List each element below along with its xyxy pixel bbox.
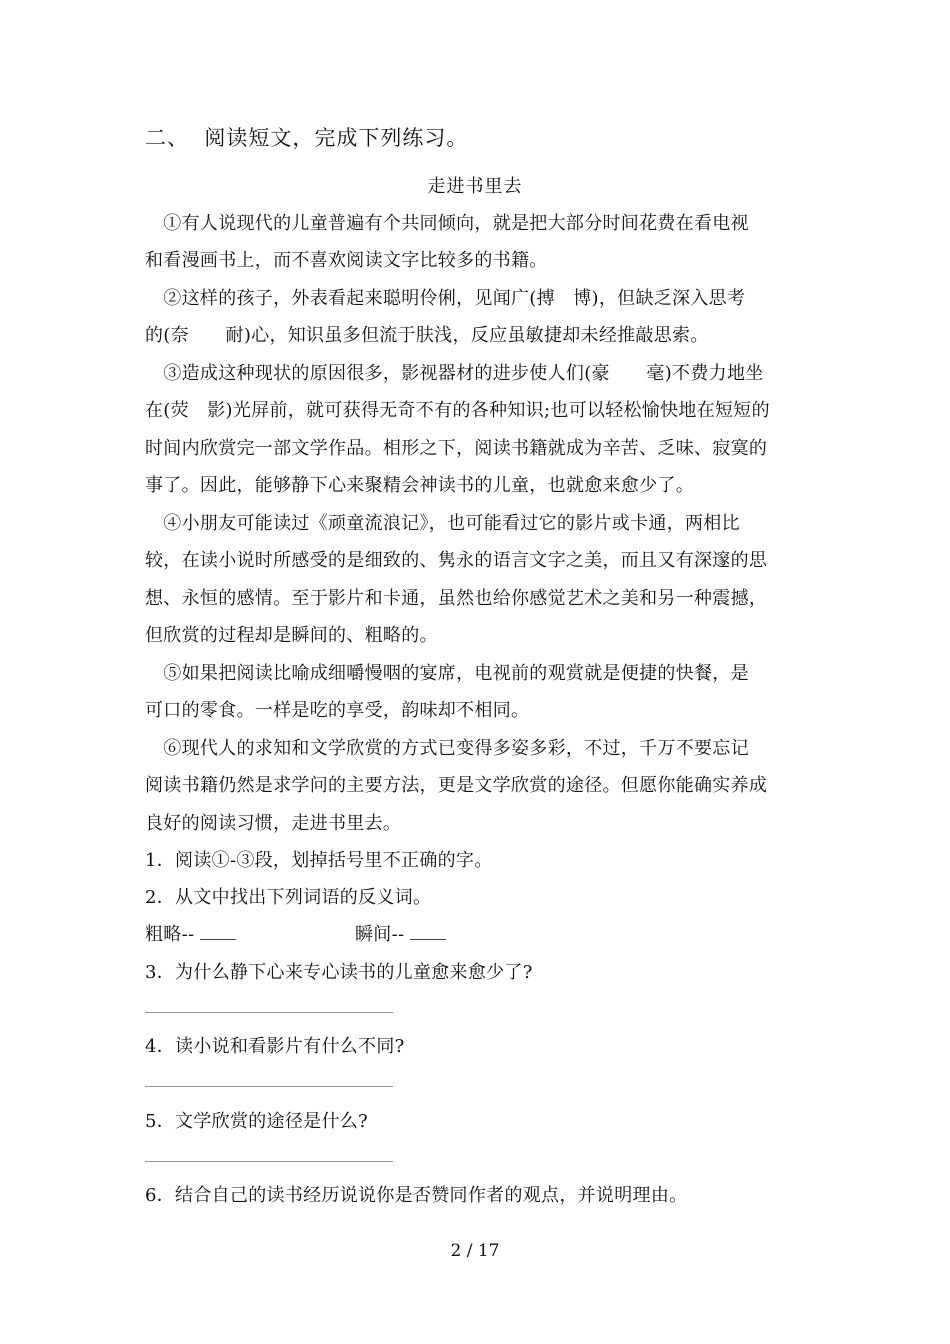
article-line: 在(荧 影)光屏前，就可获得无奇不有的各种知识;也可以轻松愉快地在短短的 — [145, 400, 770, 421]
article-line: 可口的零食。一样是吃的享受，韵味却不相同。 — [145, 700, 530, 721]
question-6: 6．结合自己的读书经历说说你是否赞同作者的观点，并说明理由。 — [145, 1185, 688, 1206]
article-line: 较，在读小说时所感受的是细致的、隽永的语言文字之美，而且又有深邃的思 — [145, 550, 768, 571]
article-line: 的(奈 耐)心，知识虽多但流于肤浅，反应虽敏捷却未经推敲思索。 — [145, 325, 709, 346]
answer-line-4[interactable] — [145, 1086, 393, 1087]
antonym-blank-2[interactable] — [410, 921, 446, 940]
antonym-word-1: 粗略-- — [145, 924, 201, 945]
article-line: ②这样的孩子，外表看起来聪明伶俐，见闻广(搏 博)，但缺乏深入思考 — [145, 288, 746, 309]
article-line: 但欣赏的过程却是瞬间的、粗略的。 — [145, 625, 438, 646]
answer-line-3[interactable] — [145, 1012, 393, 1013]
page-number: 2 / 17 — [450, 1241, 500, 1261]
article-line: ④小朋友可能读过《顽童流浪记》，也可能看过它的影片或卡通，两相比 — [145, 513, 740, 534]
article-line: ①有人说现代的儿童普遍有个共同倾向，就是把大部分时间花费在看电视 — [145, 213, 749, 234]
question-5: 5．文学欣赏的途径是什么? — [145, 1111, 369, 1132]
antonym-blank-1[interactable] — [200, 921, 236, 940]
article-line: 阅读书籍仍然是求学问的主要方法，更是文学欣赏的途径。但愿你能确实养成 — [145, 775, 768, 796]
article-line: 良好的阅读习惯，走进书里去。 — [145, 813, 402, 834]
question-3: 3．为什么静下心来专心读书的儿童愈来愈少了? — [145, 962, 533, 983]
article-line: ③造成这种现状的原因很多，影视器材的进步使人们(豪 毫)不费力地坐 — [145, 363, 764, 384]
answer-line-5[interactable] — [145, 1161, 393, 1162]
question-2: 2．从文中找出下列词语的反义词。 — [145, 887, 432, 908]
antonym-row — [145, 920, 236, 946]
article-line: ⑥现代人的求知和文学欣赏的方式已变得多姿多彩，不过，千万不要忘记 — [145, 738, 749, 759]
article-line: ⑤如果把阅读比喻成细嚼慢咽的宴席，电视前的观赏就是便捷的快餐，是 — [145, 663, 749, 684]
antonym-row-2 — [355, 920, 446, 946]
question-4: 4．读小说和看影片有什么不同? — [145, 1036, 405, 1057]
article-line: 想、永恒的感情。至于影片和卡通，虽然也给你感觉艺术之美和另一种震撼， — [145, 588, 768, 609]
article-title: 走进书里去 — [427, 176, 523, 197]
section-heading: 二、 阅读短文，完成下列练习。 — [145, 126, 469, 150]
article-line: 时间内欣赏完一部文学作品。相形之下，阅读书籍就成为辛苦、乏味、寂寞的 — [145, 438, 768, 459]
question-1: 1．阅读①-③段，划掉括号里不正确的字。 — [145, 850, 493, 871]
article-line: 事了。因此，能够静下心来聚精会神读书的儿童，也就愈来愈少了。 — [145, 475, 694, 496]
article-line: 和看漫画书上，而不喜欢阅读文字比较多的书籍。 — [145, 250, 548, 271]
antonym-word-2: 瞬间-- — [355, 924, 411, 945]
